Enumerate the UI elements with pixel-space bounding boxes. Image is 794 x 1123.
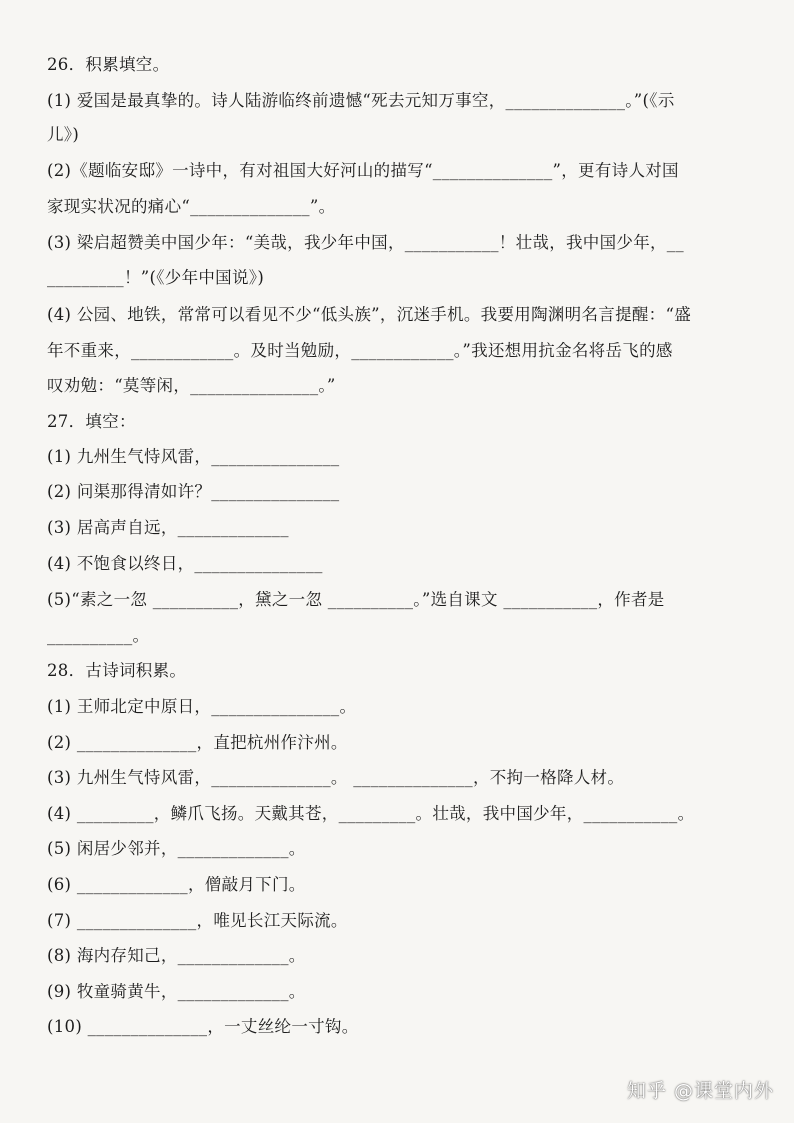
question-28-item-6: (6) _____________，僧敲月下门。 xyxy=(47,875,306,894)
question-26-title: 26．积累填空。 xyxy=(47,55,170,74)
question-27-title: 27．填空： xyxy=(47,412,136,431)
question-28-item-4: (4) _________，鳞爪飞扬。天戴其苍，_________。壮哉，我中国少年，___________。 xyxy=(47,804,695,823)
question-26-item-1-cont: 儿》) xyxy=(47,125,80,144)
question-26-item-4-cont2: 叹劝勉：“莫等闲，_______________。” xyxy=(47,376,336,395)
watermark-text: 知乎 @课堂内外 xyxy=(626,1080,774,1102)
question-28-item-2: (2) ______________，直把杭州作汴州。 xyxy=(47,733,348,752)
question-28-title: 28．古诗词积累。 xyxy=(47,661,187,680)
question-27-item-2: (2) 问渠那得清如许？_______________ xyxy=(47,482,340,501)
question-27-item-3: (3) 居高声自远，_____________ xyxy=(47,518,289,537)
question-26-item-1: (1) 爱国是最真挚的。诗人陆游临终前遗憾“死去元知万事空，______________。”(《示 xyxy=(47,91,675,110)
question-26-item-3: (3) 梁启超赞美中国少年：“美哉，我少年中国，___________！壮哉，我中国少年，__ xyxy=(47,233,684,252)
question-27-item-5-cont: __________。 xyxy=(47,626,150,645)
question-28-item-1: (1) 王师北定中原日，_______________。 xyxy=(47,697,357,716)
question-27-item-5: (5)“素之一忽 __________，黛之一忽 __________。”选自课文 ___________，作者是 xyxy=(47,590,665,609)
question-26-item-3-cont: _________！”(《少年中国说》) xyxy=(47,268,265,287)
question-28-item-3: (3) 九州生气恃风雷，______________。 ______________，不拘一格降人材。 xyxy=(47,768,625,787)
question-28-item-9: (9) 牧童骑黄牛，_____________。 xyxy=(47,982,306,1001)
question-28-item-8: (8) 海内存知己，_____________。 xyxy=(47,946,306,965)
question-26-item-4-cont: 年不重来，____________。及时当勉励，____________。”我还想用抗金名将岳飞的感 xyxy=(47,341,673,360)
question-26-item-2: (2)《题临安邸》一诗中，有对祖国大好河山的描写“______________”，更有诗人对国 xyxy=(47,161,679,180)
question-28-item-7: (7) ______________，唯见长江天际流。 xyxy=(47,911,348,930)
question-28-item-5: (5) 闲居少邻并，_____________。 xyxy=(47,839,306,858)
question-26-item-2-cont: 家现实状况的痛心“______________”。 xyxy=(47,197,336,216)
question-26-item-4: (4) 公园、地铁，常常可以看见不少“低头族”，沉迷手机。我要用陶渊明名言提醒：“盛 xyxy=(47,305,692,324)
question-28-item-10: (10) ______________，一丈丝纶一寸钩。 xyxy=(47,1017,359,1036)
question-27-item-4: (4) 不饱食以终日，_______________ xyxy=(47,554,323,573)
question-27-item-1: (1) 九州生气恃风雷，_______________ xyxy=(47,447,340,466)
